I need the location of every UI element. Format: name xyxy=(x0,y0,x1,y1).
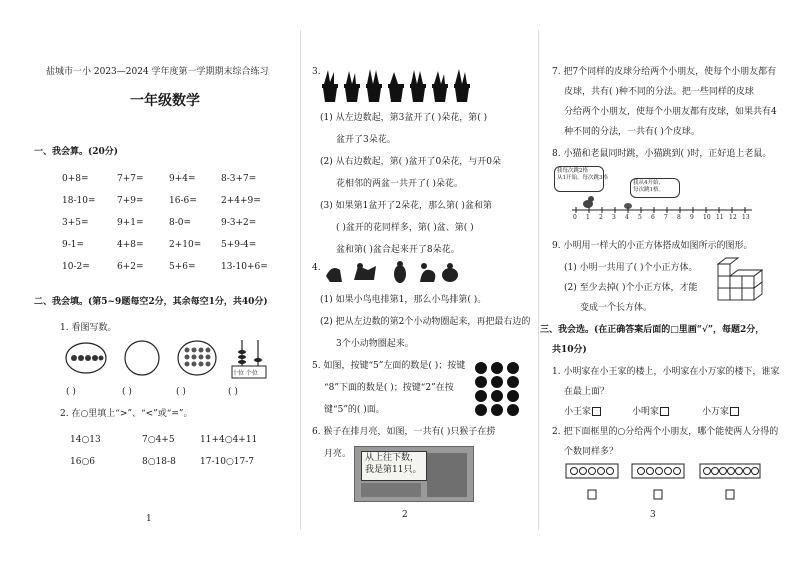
section-1-title: 一、我会算。(20分) xyxy=(34,147,119,157)
number-line-label: 6 xyxy=(651,214,655,221)
q7-line: 皮球，共有( )种不同的分法。把一些同样的皮球 xyxy=(564,87,754,97)
option-label: 小明家 xyxy=(632,407,660,417)
question-2: 2. 在○里填上“>”、“<”或“=”。 xyxy=(60,409,193,419)
answer-blank: ( ) xyxy=(122,387,132,397)
abacus-label: 十位 个位 xyxy=(232,370,258,377)
q9-line: (1) 小明一共用了( )个小正方体。 xyxy=(564,263,698,273)
compare-item: 7○4+5 xyxy=(142,435,175,445)
exam-header: 盐城市一小 2023—2024 学年度第一学期期末综合练习 xyxy=(46,67,269,77)
calc-item: 13-10+6= xyxy=(221,262,268,272)
page-number: 2 xyxy=(402,510,408,520)
calc-item: 9-3+2= xyxy=(221,218,257,228)
s2-line: 个数同样多？ xyxy=(564,447,619,457)
q9-line: 变成一个长方体。 xyxy=(580,303,653,313)
answer-blank: ( ) xyxy=(176,387,186,397)
number-line-label: 4 xyxy=(625,214,629,221)
checkbox[interactable] xyxy=(592,407,601,416)
q3-line: 花相邻的两盆一共开了( )朵花。 xyxy=(336,179,463,189)
q7-line: 7. 把7个同样的皮球分给两个小朋友，使每个小朋友都有 xyxy=(552,67,777,77)
calc-item: 9+1= xyxy=(117,218,144,228)
compare-item: 11+4○4+11 xyxy=(200,435,258,445)
calc-item: 5+6= xyxy=(169,262,196,272)
cat-speech-bubble xyxy=(554,166,608,192)
q6-line: 月亮。 xyxy=(324,449,352,459)
question-3-number: 3. xyxy=(312,67,321,77)
q4-line: (1) 如果小鸟电排第1，那么小鸟排第( )。 xyxy=(320,295,487,305)
compare-item: 16○6 xyxy=(70,457,96,467)
cube-stack-picture xyxy=(716,258,772,304)
calc-item: 10-2= xyxy=(62,262,90,272)
number-line-label: 11 xyxy=(716,214,724,221)
answer-checkbox xyxy=(726,490,734,499)
calc-item: 5+9-4= xyxy=(221,240,257,250)
q7-line: 种不同的分法，一共有( )个皮球。 xyxy=(564,127,700,137)
compare-item: 17-10○17-7 xyxy=(200,457,255,467)
section-2-title: 二、我会填。(第5~9题每空2分，其余每空1分，共40分) xyxy=(34,297,268,307)
bubble-text: 从1开始，每次跳3格 xyxy=(557,175,608,181)
question-8: 8. 小猫和老鼠同时跳，小猫跳到( )时，正好追上老鼠。 xyxy=(552,149,772,159)
calc-item: 8-3+7= xyxy=(221,174,257,184)
q3-line: (2) 从右边数起，第( )盆开了0朵花，与开0朵 xyxy=(320,157,501,167)
calc-item: 9+4= xyxy=(169,174,196,184)
page-3 xyxy=(532,0,794,561)
bubble-text: 我从4开始， xyxy=(633,180,664,186)
number-line-label: 8 xyxy=(677,214,681,221)
answer-blank: ( ) xyxy=(228,387,238,397)
circle-boxes-picture xyxy=(564,462,774,506)
number-line-label: 0 xyxy=(573,214,577,221)
subject-title: 一年级数学 xyxy=(130,93,200,109)
q4-line: (2) 把从左边数的第2个小动物圈起来，再把最右边的 xyxy=(320,317,531,327)
checkbox[interactable] xyxy=(660,407,669,416)
sign-text: 从上往下数， xyxy=(365,453,420,463)
page-2 xyxy=(268,0,532,561)
compare-item: 8○18-8 xyxy=(142,457,176,467)
q5-line: 键“5”的( )面。 xyxy=(324,405,385,415)
option-xiaowang[interactable] xyxy=(564,406,601,418)
question-4-number: 4. xyxy=(312,263,321,273)
calc-item: 0+8= xyxy=(62,174,89,184)
calc-item: 18-10= xyxy=(62,196,96,206)
keypad-picture xyxy=(474,360,522,418)
bubble-text: 我每次跳2格 xyxy=(557,168,588,174)
calc-item: 9-1= xyxy=(62,240,85,250)
section-3-title-cont: 共10分) xyxy=(552,345,587,355)
s1-line: 1. 小明家在小王家的楼上，小明家在小万家的楼下，谁家 xyxy=(552,367,780,377)
option-label: 小王家 xyxy=(564,407,592,417)
sign-text: 我是第11只。 xyxy=(365,465,422,475)
flower-pots-picture xyxy=(320,68,500,104)
q3-line: 盆开了3朵花。 xyxy=(336,135,396,145)
calc-item: 2+10= xyxy=(169,240,202,250)
bubble-text: 每次跳1格。 xyxy=(633,187,664,193)
s2-line: 2. 把下面框里的○分给两个小朋友，哪个能使两人分得的 xyxy=(552,427,779,437)
answer-checkbox xyxy=(654,490,662,499)
calc-item: 6+2= xyxy=(117,262,144,272)
compare-item: 14○13 xyxy=(70,435,101,445)
q3-line: (1) 从左边数起，第3盆开了( )朵花，第( ) xyxy=(320,113,488,123)
q3-line: ( )盆开的花同样多，第( )盆、第( ) xyxy=(336,223,474,233)
page-number: 1 xyxy=(146,514,152,524)
number-line-label: 2 xyxy=(599,214,603,221)
animals-picture xyxy=(324,260,464,286)
calc-item: 3+5= xyxy=(62,218,89,228)
number-line-label: 9 xyxy=(690,214,694,221)
calc-item: 4+8= xyxy=(117,240,144,250)
number-line-label: 10 xyxy=(703,214,711,221)
q6-line: 6. 猴子在排月亮，如图，一共有( )只猴子在捞 xyxy=(312,427,496,437)
s1-line: 在最上面？ xyxy=(564,387,610,397)
page-1 xyxy=(0,0,268,561)
q9-line: 9. 小明用一样大的小正方体搭成如图所示的图形。 xyxy=(552,241,753,251)
q3-line: (3) 如果第1盆开了2朵花，那么第( )盆和第 xyxy=(320,201,492,211)
calc-item: 8-0= xyxy=(169,218,192,228)
option-xiaowan[interactable] xyxy=(702,406,739,418)
q9-line: (2) 至少去掉( )个小正方体，才能 xyxy=(564,283,698,293)
checkbox[interactable] xyxy=(730,407,739,416)
option-xiaoming[interactable] xyxy=(632,406,669,418)
option-label: 小万家 xyxy=(702,407,730,417)
answer-checkbox xyxy=(588,490,596,499)
calc-item: 16-6= xyxy=(169,196,197,206)
number-line-label: 1 xyxy=(586,214,590,221)
question-1: 1. 看图写数。 xyxy=(60,323,117,333)
monkeys-picture xyxy=(354,446,474,502)
q7-line: 分给两个小朋友，使每个小朋友都有皮球，如果共有4 xyxy=(564,107,777,117)
number-line-label: 12 xyxy=(729,214,737,221)
q3-line: 盆和第( )盆合起来开了8朵花。 xyxy=(336,245,460,255)
section-3-title: 三、我会选。(在正确答案后面的□里画“√”，每题2分， xyxy=(540,325,765,335)
q5-line: 5. 如图，按键“5”左面的数是( )；按键 xyxy=(312,361,466,371)
number-line-label: 13 xyxy=(742,214,750,221)
calc-grid xyxy=(62,174,281,272)
calc-item: 7+9= xyxy=(117,196,144,206)
number-line-label: 3 xyxy=(612,214,616,221)
calc-item: 7+7= xyxy=(117,174,144,184)
answer-blank: ( ) xyxy=(66,387,76,397)
calc-item: 2+4+9= xyxy=(221,196,261,206)
number-line-label: 7 xyxy=(664,214,668,221)
number-line xyxy=(562,190,762,216)
q4-line: 3个小动物圈起来。 xyxy=(336,339,414,349)
number-line-label: 5 xyxy=(638,214,642,221)
q5-line: “8”下面的数是( )；按键“2”在按 xyxy=(324,383,454,393)
page-number: 3 xyxy=(650,510,656,520)
